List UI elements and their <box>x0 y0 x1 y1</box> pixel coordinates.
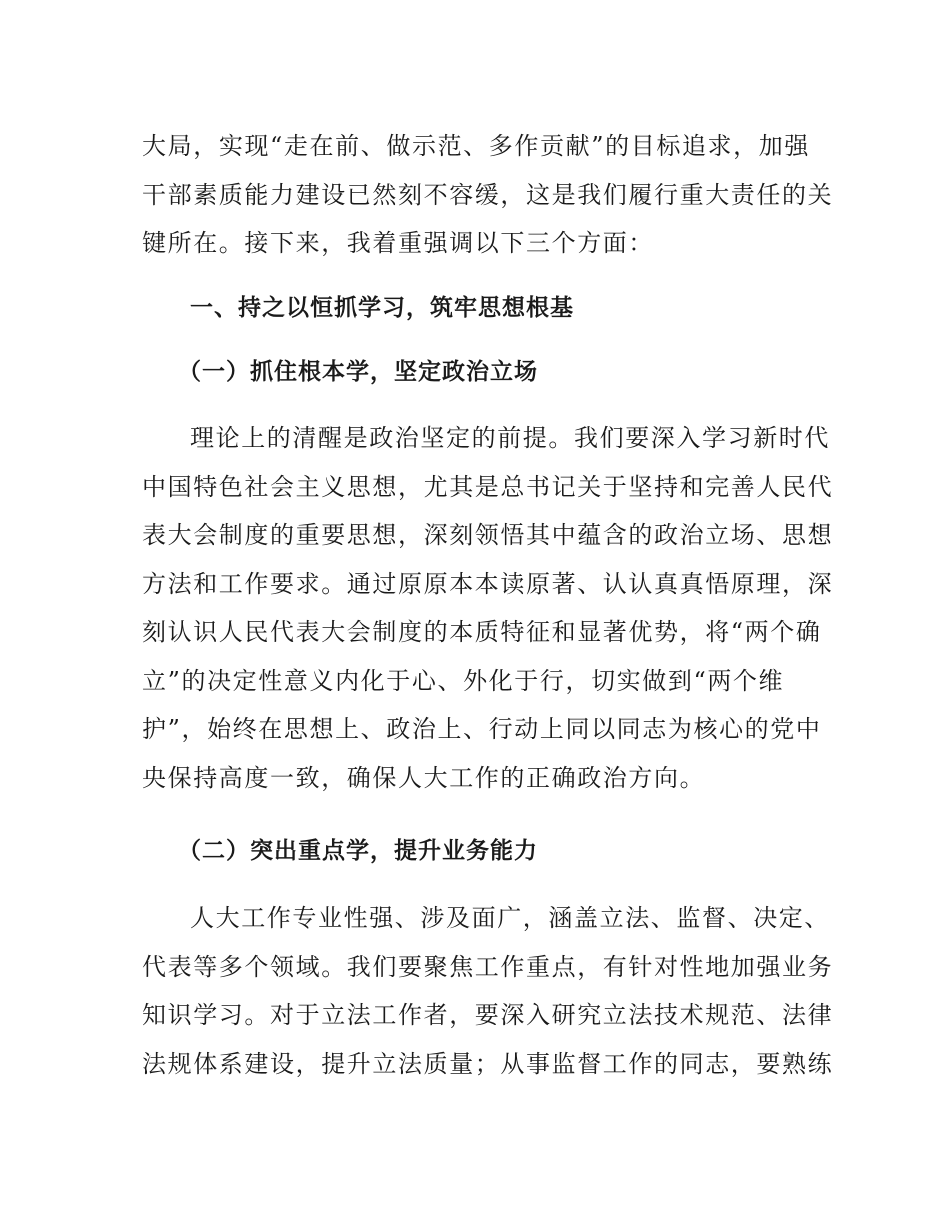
intro-line-1: 大局，实现“走在前、做示范、多作贡献”的目标追求，加强 <box>142 132 810 160</box>
subsection-2-paragraph <box>142 894 834 1088</box>
sub1-line-8: 央保持高度一致，确保人大工作的正确政治方向。 <box>142 763 706 792</box>
sub2-line-1: 人大工作专业性强、涉及面广，涵盖立法、监督、决定、 <box>190 904 830 932</box>
subsection-heading-2: （二）突出重点学，提升业务能力 <box>178 838 538 864</box>
sub1-line-1: 理论上的清醒是政治坚定的前提。我们要深入学习新时代 <box>190 424 830 452</box>
subsection-heading-1: （一）抓住根本学，坚定政治立场 <box>178 359 538 385</box>
sub1-line-3: 表大会制度的重要思想，深刻领悟其中蕴含的政治立场、思想 <box>142 521 834 549</box>
intro-paragraph <box>142 122 834 268</box>
sub2-line-3: 知识学习。对于立法工作者，要深入研究立法技术规范、法律 <box>142 1001 834 1029</box>
sub1-line-7: 护”，始终在思想上、政治上、行动上同以同志为核心的党中 <box>142 715 822 743</box>
section-heading-1: 一、持之以恒抓学习，筑牢思想根基 <box>190 295 574 321</box>
sub1-line-5: 刻认识人民代表大会制度的本质特征和显著优势，将“两个确 <box>142 618 822 646</box>
sub2-line-2: 代表等多个领域。我们要聚焦工作重点，有针对性地加强业务 <box>142 952 834 981</box>
subsection-1-paragraph <box>142 414 834 802</box>
sub1-line-2: 中国特色社会主义思想，尤其是总书记关于坚持和完善人民代 <box>142 472 834 501</box>
sub2-line-4: 法规体系建设，提升立法质量；从事监督工作的同志，要熟练 <box>142 1049 834 1078</box>
sub1-line-4: 方法和工作要求。通过原原本本读原著、认认真真悟原理，深 <box>142 569 834 598</box>
intro-line-3: 键所在。接下来，我着重强调以下三个方面： <box>142 229 654 257</box>
sub1-line-6: 立”的决定性意义内化于心、外化于行，切实做到“两个维 <box>142 666 785 695</box>
intro-line-2: 干部素质能力建设已然刻不容缓，这是我们履行重大责任的关 <box>142 180 834 209</box>
